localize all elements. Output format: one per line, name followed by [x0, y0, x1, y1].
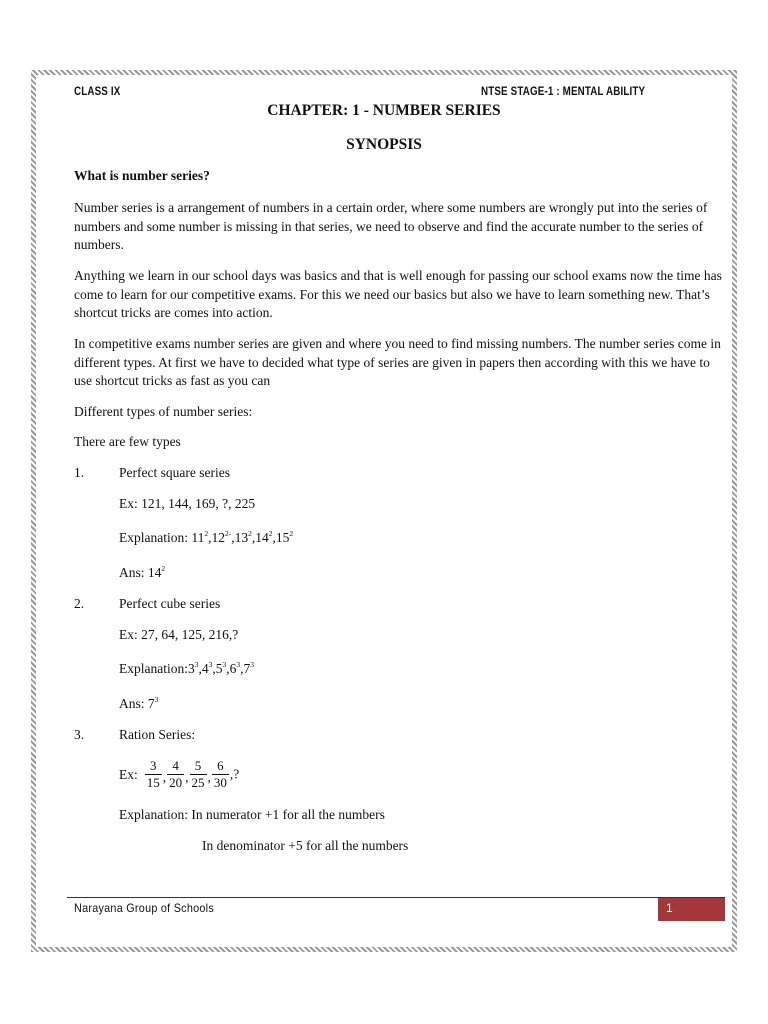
fraction — [167, 758, 184, 791]
term-exp: 3 — [222, 660, 227, 669]
term-base: 7 — [243, 661, 251, 676]
item-3-explanation-1: Explanation: In numerator +1 for all the numbers — [119, 807, 385, 822]
answer-base: 14 — [147, 565, 162, 580]
chapter-title: CHAPTER: 1 - NUMBER SERIES — [267, 102, 501, 119]
fraction-denominator: 30 — [213, 775, 227, 790]
fraction-denominator: 15 — [146, 775, 160, 790]
term-exp: 3 — [194, 660, 199, 669]
explanation-label: Explanation: — [119, 530, 192, 545]
explanation-label: Explanation: — [119, 661, 188, 676]
item-3-title: Ration Series: — [119, 727, 196, 742]
term-base: 3 — [187, 661, 195, 676]
term-base: 14 — [255, 530, 269, 545]
term-base: 4 — [201, 661, 209, 676]
term-base: 15 — [275, 530, 290, 545]
item-1-title: Perfect square series — [119, 465, 230, 480]
answer-label: Ans: — [119, 696, 148, 711]
item-1-example: Ex: 121, 144, 169, ?, 225 — [119, 496, 256, 511]
term-exp: 3 — [208, 660, 213, 669]
term-exp: 2 — [289, 529, 294, 538]
footer-school: Narayana Group of Schools — [74, 901, 215, 915]
term-base: 6 — [229, 661, 237, 676]
item-2-title: Perfect cube series — [119, 596, 221, 611]
fraction-denominator: 20 — [169, 775, 183, 790]
item-2-example: Ex: 27, 64, 125, 216,? — [119, 627, 239, 642]
term-exp: 2 — [204, 529, 209, 538]
item-3-example: Ex: $\frac{3}{15}$ , $\frac{4}{20}$ , $\frac{5}{25}$ , $\frac{6}{30}$ ,? — [119, 758, 240, 790]
item-2-number: 2. — [74, 596, 85, 611]
paragraph-2: Anything we learn in our school days was basics and that is well enough for passing our school exams now the time has come to learn for our competitive exams. For this we need our basics but also we have to learn something new. That’s shortcut tricks are comes into action. — [74, 268, 722, 321]
term-base: 13 — [234, 530, 249, 545]
example-label: Ex: — [119, 766, 138, 782]
example-tail: ,? — [229, 766, 240, 782]
paragraph-1: Number series is a arrangement of numbers in a certain order, where some numbers are wrongly put into the series of numbers and some number is missing in that series, we need to observe and find the accurate number to the series of numbers. — [74, 200, 708, 253]
fraction-numerator: 5 — [190, 758, 207, 775]
few-types-text: There are few types — [74, 434, 181, 449]
types-heading: Different types of number series: — [74, 404, 253, 419]
term-base: 5 — [215, 661, 223, 676]
answer-exp: 3 — [154, 695, 159, 704]
answer-label: Ans: — [119, 565, 148, 580]
fraction-numerator: 3 — [145, 758, 162, 775]
fraction — [190, 758, 207, 791]
term-exp: 3 — [250, 660, 254, 669]
item-1-answer — [119, 565, 165, 581]
header-class: CLASS IX — [74, 86, 121, 98]
item-3-explanation-2: In denominator +5 for all the numbers — [202, 838, 409, 853]
footer-rule — [67, 897, 725, 898]
term-exp: 2 — [248, 529, 252, 538]
fraction-numerator: 4 — [167, 758, 184, 775]
term-base: 11 — [191, 530, 205, 545]
fraction — [212, 758, 229, 791]
page-number-badge — [658, 898, 725, 921]
answer-exp: 2 — [161, 564, 166, 573]
header-subject: NTSE STAGE-1 : MENTAL ABILITY — [481, 86, 646, 98]
answer-base: 7 — [147, 696, 155, 711]
question-heading: What is number series? — [74, 168, 210, 183]
item-2-answer — [119, 696, 158, 712]
page-number: 1 — [666, 901, 673, 915]
item-1-explanation: Explanation: $11^2,12^{2-},13^2,14^2,15^2$ — [119, 529, 294, 545]
item-3-number: 3. — [74, 727, 85, 742]
fraction-numerator: 6 — [212, 758, 229, 775]
term-exp: 3 — [236, 660, 241, 669]
item-1-number: 1. — [74, 465, 85, 480]
section-title: SYNOPSIS — [346, 136, 422, 153]
term-base: 12 — [211, 530, 225, 545]
item-2-explanation: $Explanation:3^3,4^3,5^3,6^3,7^3$ — [119, 660, 254, 676]
fraction-denominator: 25 — [191, 775, 205, 790]
term-exp: 2 — [268, 529, 273, 538]
fraction — [145, 758, 162, 791]
term-exp: 2- — [224, 529, 232, 538]
paragraph-3: In competitive exams number series are given and where you need to find missing numbers. The number series come in different types. At first we have to decided what type of series are given in papers then according with this we have to use shortcut tricks as fast as you can — [74, 336, 721, 389]
